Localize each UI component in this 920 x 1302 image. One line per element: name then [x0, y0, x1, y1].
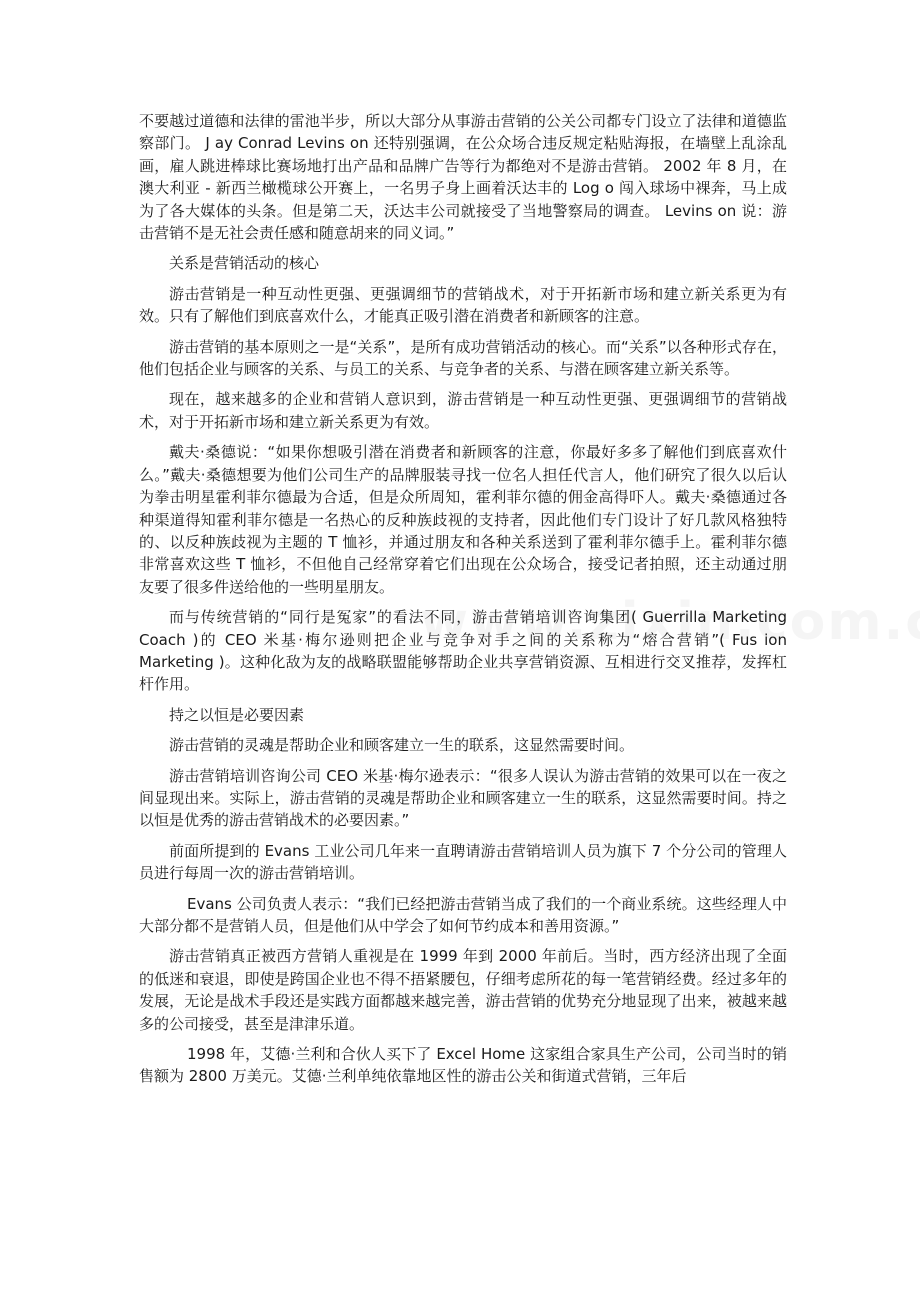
paragraph-5: 戴夫·桑德说：“如果你想吸引潜在消费者和新顾客的注意，你最好多多了解他们到底喜欢什么。”戴夫·桑德想要为他们公司生产的品牌服装寻找一位名人担任代言人，他们研究了很久以后认为拳击明星霍利菲尔德最为合适，但是众所周知，霍利菲尔德的佣金高得吓人。戴夫·桑德通过各种渠道得知霍利菲尔德是一名热心的反种族歧视的支持者，因此他们专门设计了好几款风格独特的、以反种族歧视为主题的 T 恤衫，并通过朋友和各种关系送到了霍利菲尔德手上。霍利菲尔德非常喜欢这些 T 恤衫，不但他自己经常穿着它们出现在公众场合，接受记者拍照，还主动通过朋友要了很多件送给他的一些明星朋友。	[139, 443, 787, 596]
paragraph-2: 游击营销是一种互动性更强、更强调细节的营销战术，对于开拓新市场和建立新关系更为有效。只有了解他们到底喜欢什么，才能真正吸引潜在消费者和新顾客的注意。	[139, 284, 787, 326]
paragraph-4: 现在，越来越多的企业和营销人意识到，游击营销是一种互动性更强、更强调细节的营销战术，对于开拓新市场和建立新关系更为有效。	[139, 390, 787, 431]
paragraph-10: Evans 公司负责人表示：“我们已经把游击营销当成了我们的一个商业系统。这些经理人中大部分都不是营销人员，但是他们从中学会了如何节约成本和善用资源。”	[139, 894, 787, 935]
paragraph-12: 1998 年，艾德·兰利和合伙人买下了 Excel Home 这家组合家具生产公司，公司当时的销售额为 2800 万美元。艾德·兰利单纯依靠地区性的游击公关和街道式营销，三年后	[139, 1045, 787, 1086]
paragraph-3: 游击营销的基本原则之一是“关系”，是所有成功营销活动的核心。而“关系”以各种形式存在，他们包括企业与顾客的关系、与员工的关系、与竞争者的关系、与潜在顾客建立新关系等。	[139, 337, 787, 379]
paragraph-6: 而与传统营销的“同行是冤家”的看法不同，游击营销培训咨询集团( Guerrilla Marketing Coach )的 CEO 米基·梅尔逊则把企业与竞争对手之间的关系称为“熔合营销”( Fus ion Marketing )。这种化敌为友的战略联盟能够帮助企业共享营销资源、互相进行交叉推荐，发挥杠杆作用。	[139, 608, 787, 694]
paragraph-1: 不要越过道德和法律的雷池半步，所以大部分从事游击营销的公关公司都专门设立了法律和道德监察部门。 J ay Conrad Levins on 还特别强调，在公众场合违反规定粘贴海报，在墙壁上乱涂乱画，雇人跳进棒球比赛场地打出产品和品牌广告等行为都绝对不是游击营销。 2002 年 8 月，在澳大利亚 - 新西兰橄榄球公开赛上，一名男子身上画着沃达丰的 Log o 闯入球场中裸奔，马上成为了各大媒体的头条。但是第二天，沃达丰公司就接受了当地警察局的调查。 Levins on 说：游击营销不是无社会责任感和随意胡来的同义词。”	[139, 112, 787, 243]
paragraph-11: 游击营销真正被西方营销人重视是在 1999 年到 2000 年前后。当时，西方经济出现了全面的低迷和衰退，即使是跨国企业也不得不捂紧腰包，仔细考虑所花的每一笔营销经费。经过多年的发展，无论是战术手段还是实践方面都越来越完善，游击营销的优势充分地显现了出来，被越来越多的公司接受，甚至是津津乐道。	[139, 947, 787, 1033]
paragraph-9: 前面所提到的 Evans 工业公司几年来一直聘请游击营销培训人员为旗下 7 个分公司的管理人员进行每周一次的游击营销培训。	[139, 841, 787, 883]
document-body	[139, 110, 787, 1096]
section-heading-relationship: 关系是营销活动的核心	[169, 254, 320, 273]
paragraph-8: 游击营销培训咨询公司 CEO 米基·梅尔逊表示：“很多人误认为游击营销的效果可以在一夜之间显现出来。实际上，游击营销的灵魂是帮助企业和顾客建立一生的联系，这显然需要时间。持之以恒是优秀的游击营销战术的必要因素。”	[139, 766, 787, 830]
paragraph-7: 游击营销的灵魂是帮助企业和顾客建立一生的联系，这显然需要时间。	[169, 736, 635, 755]
section-heading-persistence: 持之以恒是必要因素	[169, 705, 305, 724]
